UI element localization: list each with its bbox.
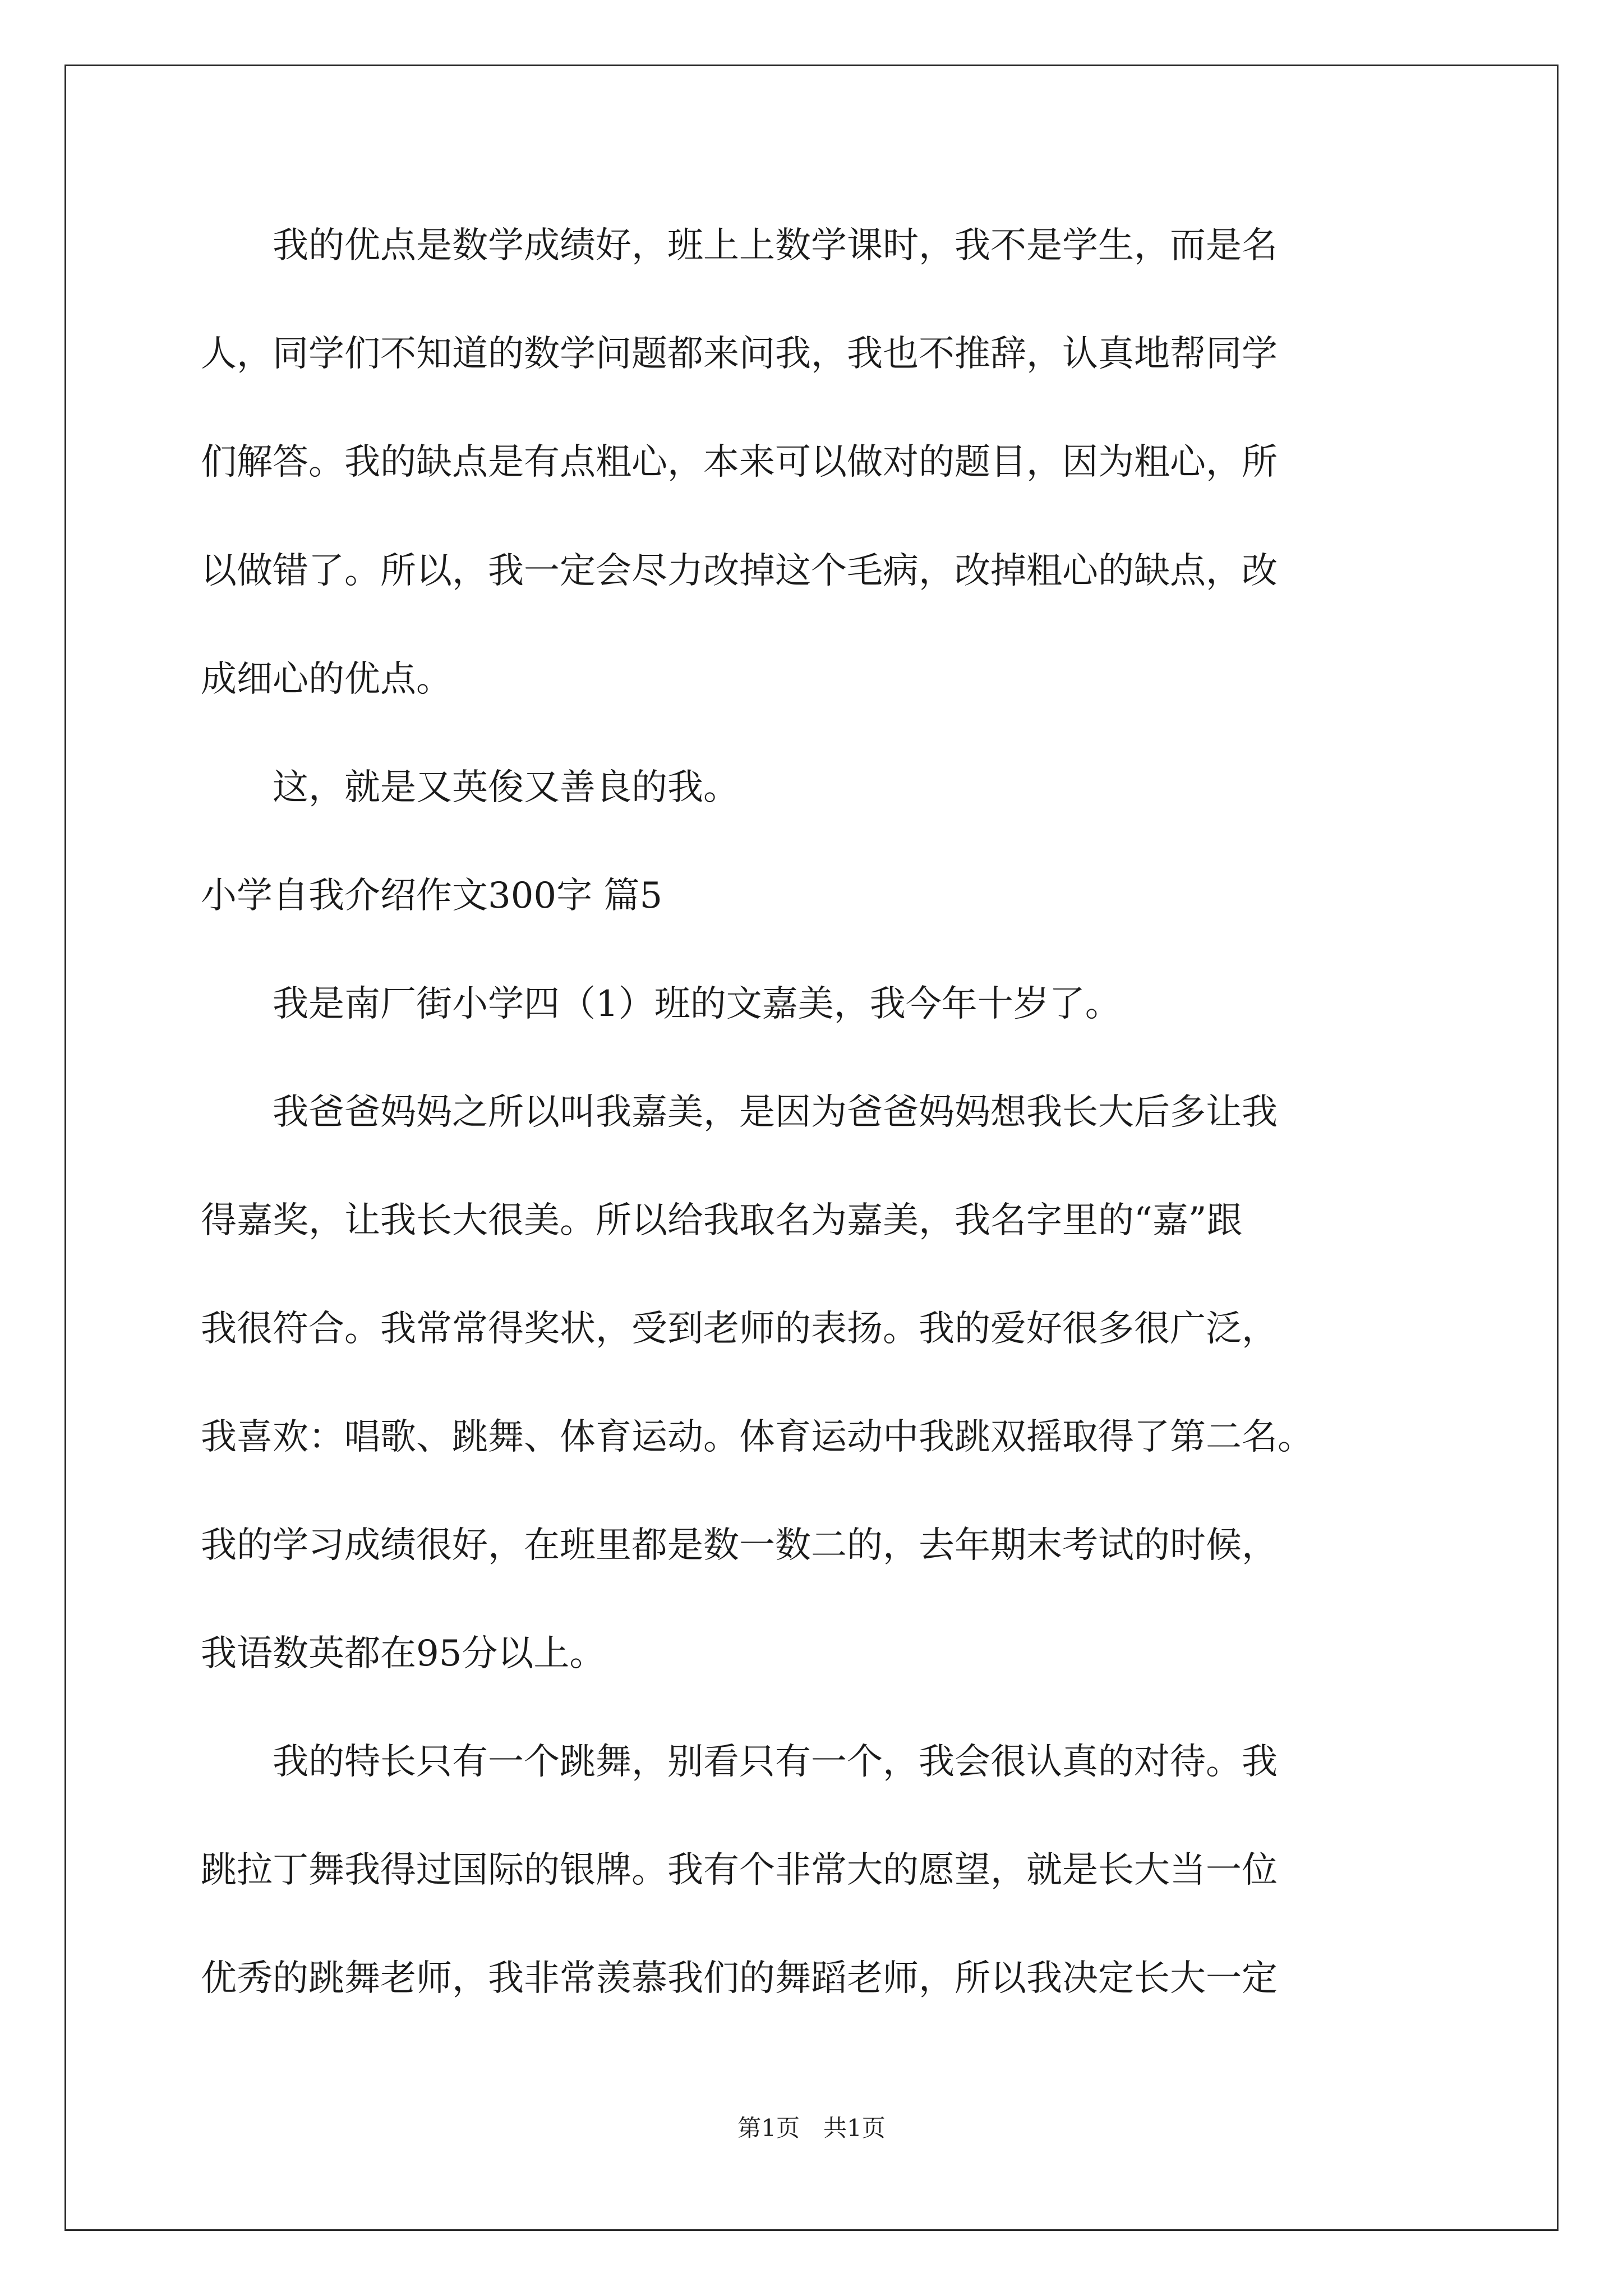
section-heading: 小学自我介绍作文300字 篇5	[201, 875, 663, 917]
text-line: 我的特长只有一个跳舞，别看只有一个，我会很认真的对待。我	[201, 1741, 1278, 1783]
text-line: 跳拉丁舞我得过国际的银牌。我有个非常大的愿望，就是长大当一位	[201, 1849, 1278, 1891]
text-line: 我语数英都在95分以上。	[201, 1633, 606, 1674]
page-footer: 第1页 共1页	[737, 2114, 886, 2142]
text-line: 我很符合。我常常得奖状，受到老师的表扬。我的爱好很多很广泛，	[201, 1308, 1278, 1350]
text-line: 人，同学们不知道的数学问题都来问我，我也不推辞，认真地帮同学	[201, 333, 1278, 375]
text-line: 以做错了。所以，我一定会尽力改掉这个毛病，改掉粗心的缺点，改	[201, 550, 1278, 592]
text-line: 得嘉奖，让我长大很美。所以给我取名为嘉美，我名字里的“嘉”跟	[201, 1200, 1243, 1241]
text-line: 我是南厂街小学四（1）班的文嘉美，我今年十岁了。	[201, 983, 1121, 1025]
text-line: 我的学习成绩很好，在班里都是数一数二的，去年期末考试的时候，	[201, 1525, 1278, 1566]
text-line: 成细心的优点。	[201, 659, 452, 700]
text-line: 我爸爸妈妈之所以叫我嘉美，是因为爸爸妈妈想我长大后多让我	[201, 1092, 1278, 1133]
text-line: 我的优点是数学成绩好，班上上数学课时，我不是学生，而是名	[201, 225, 1278, 266]
page-border	[64, 65, 1559, 2231]
text-line: 这，就是又英俊又善良的我。	[201, 767, 739, 808]
text-line: 们解答。我的缺点是有点粗心，本来可以做对的题目，因为粗心，所	[201, 441, 1278, 483]
text-line: 我喜欢：唱歌、跳舞、体育运动。体育运动中我跳双摇取得了第二名。	[201, 1416, 1313, 1458]
text-line: 优秀的跳舞老师，我非常羡慕我们的舞蹈老师，所以我决定长大一定	[201, 1958, 1278, 1999]
